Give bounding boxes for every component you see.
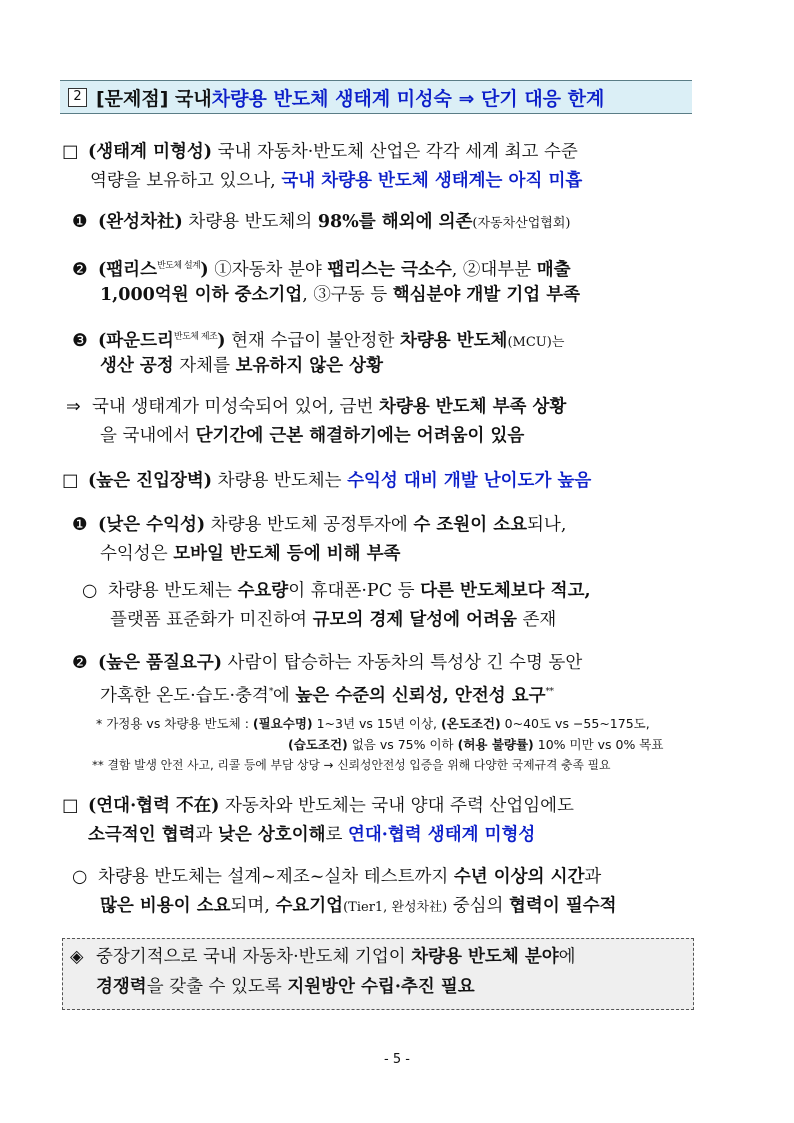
s2-line1: □ (높은 진입장벽) 차량용 반도체는 수익성 대비 개발 난이도가 높음 — [62, 466, 591, 497]
item-3-line2: 생산 공정 자체를 보유하지 않은 상황 — [100, 356, 383, 376]
circled-two-bullet: ❷ — [72, 653, 88, 673]
s3-sub-1-line1: ○ 차량용 반도체는 설계~제조~실차 테스트까지 수년 이상의 시간과 — [72, 862, 601, 893]
s2-sub-1-line1: ○ 차량용 반도체는 수요량이 휴대폰·PC 등 다른 반도체보다 적고, — [82, 576, 591, 607]
conclusion-line1: ⇒ 국내 생태계가 미성숙되어 있어, 금번 차량용 반도체 부족 상황 — [66, 392, 566, 423]
section-heading — [60, 80, 692, 114]
circled-three-bullet: ❸ — [72, 330, 88, 351]
s3-line2: 소극적인 협력과 낮은 상호이해로 연대·협력 생태계 미형성 — [88, 825, 536, 845]
heading-prefix: [문제점] 국내 — [96, 87, 212, 110]
summary-line2: 경쟁력을 갖출 수 있도록 지원방안 수립·추진 필요 — [96, 977, 475, 997]
item-1: ❶ (완성차社) 차량용 반도체의 98%를 해외에 의존(자동차산업협회) — [72, 207, 570, 239]
conclusion-line2: 을 국내에서 단기간에 근본 해결하기에는 어려움이 있음 — [100, 426, 525, 446]
s1-line1: □ (생태계 미형성) 국내 자동차·반도체 산업은 각각 세계 최고 수준 — [62, 137, 578, 168]
s1-line2: 역량을 보유하고 있으나, 국내 차량용 반도체 생태계는 아직 미흡 — [90, 171, 583, 191]
circled-one-bullet: ❶ — [72, 212, 88, 232]
circled-two-bullet: ❷ — [72, 259, 88, 280]
item-2-line2: 1,000억원 이하 중소기업, ③구동 등 핵심분야 개발 기업 부족 — [100, 285, 581, 305]
item-3-line1: ❸ (파운드리$^{반도체 제조}$) 현재 수급이 불안정한 차량용 반도체(MCU)는 — [72, 322, 564, 358]
s2-item-1-line1: ❶ (낮은 수익성) 차량용 반도체 공정투자에 수 조원이 소요되나, — [72, 510, 566, 541]
heading-highlight: 차량용 반도체 생태계 미성숙 ⇒ 단기 대응 한계 — [211, 87, 605, 110]
s2-item-2-line2: 가혹한 온도·습도·충격*에 높은 수준의 신뢰성, 안전성 요구** — [100, 685, 554, 706]
s2-item-1-line2: 수익성은 모바일 반도체 등에 비해 부족 — [100, 544, 401, 564]
page-number: - 5 - — [384, 1052, 410, 1067]
footnote-1-line2: (습도조건) 없음 vs 75% 이하 (허용 불량률) 10% 미만 vs 0% 목표 — [288, 737, 664, 752]
diamond-bullet: ◈ — [70, 947, 84, 967]
footnote-1-line1: * 가정용 vs 차량용 반도체 : (필요수명) 1~3년 vs 15년 이상, (온도조건) 0~40도 vs −55~175도, — [96, 716, 650, 731]
circled-one-bullet: ❶ — [72, 515, 88, 535]
s2-sub-1-line2: 플랫폼 표준화가 미진하여 규모의 경제 달성에 어려움 존재 — [110, 610, 557, 630]
summary-line1: ◈ 중장기적으로 국내 자동차·반도체 기업이 차량용 반도체 분야에 — [70, 942, 576, 973]
circle-bullet: ○ — [82, 581, 98, 601]
arrow-bullet: ⇒ — [66, 397, 81, 417]
s2-item-2-line1: ❷ (높은 품질요구) 사람이 탑승하는 자동차의 특성상 긴 수명 동안 — [72, 648, 582, 679]
s3-line1: □ (연대·협력 不在) 자동차와 반도체는 국내 양대 주력 산업임에도 — [62, 791, 574, 822]
circle-bullet: ○ — [72, 867, 88, 887]
item-2-line1: ❷ (팹리스$^{반도체 설계}$) ①자동차 분야 팹리스는 극소수, ②대부분 매출 — [72, 251, 571, 286]
square-bullet: □ — [62, 796, 79, 816]
square-bullet: □ — [62, 471, 79, 491]
s3-sub-1-line2: 많은 비용이 소요되며, 수요기업(Tier1, 완성차社) 중심의 협력이 필수적 — [100, 896, 617, 916]
section-number: 2 — [68, 88, 87, 107]
square-bullet: □ — [62, 142, 79, 162]
footnote-2: ** 결함 발생 안전 사고, 리콜 등에 부담 상당 → 신뢰성안전성 입증을 위해 다양한 국제규격 충족 필요 — [92, 758, 611, 772]
